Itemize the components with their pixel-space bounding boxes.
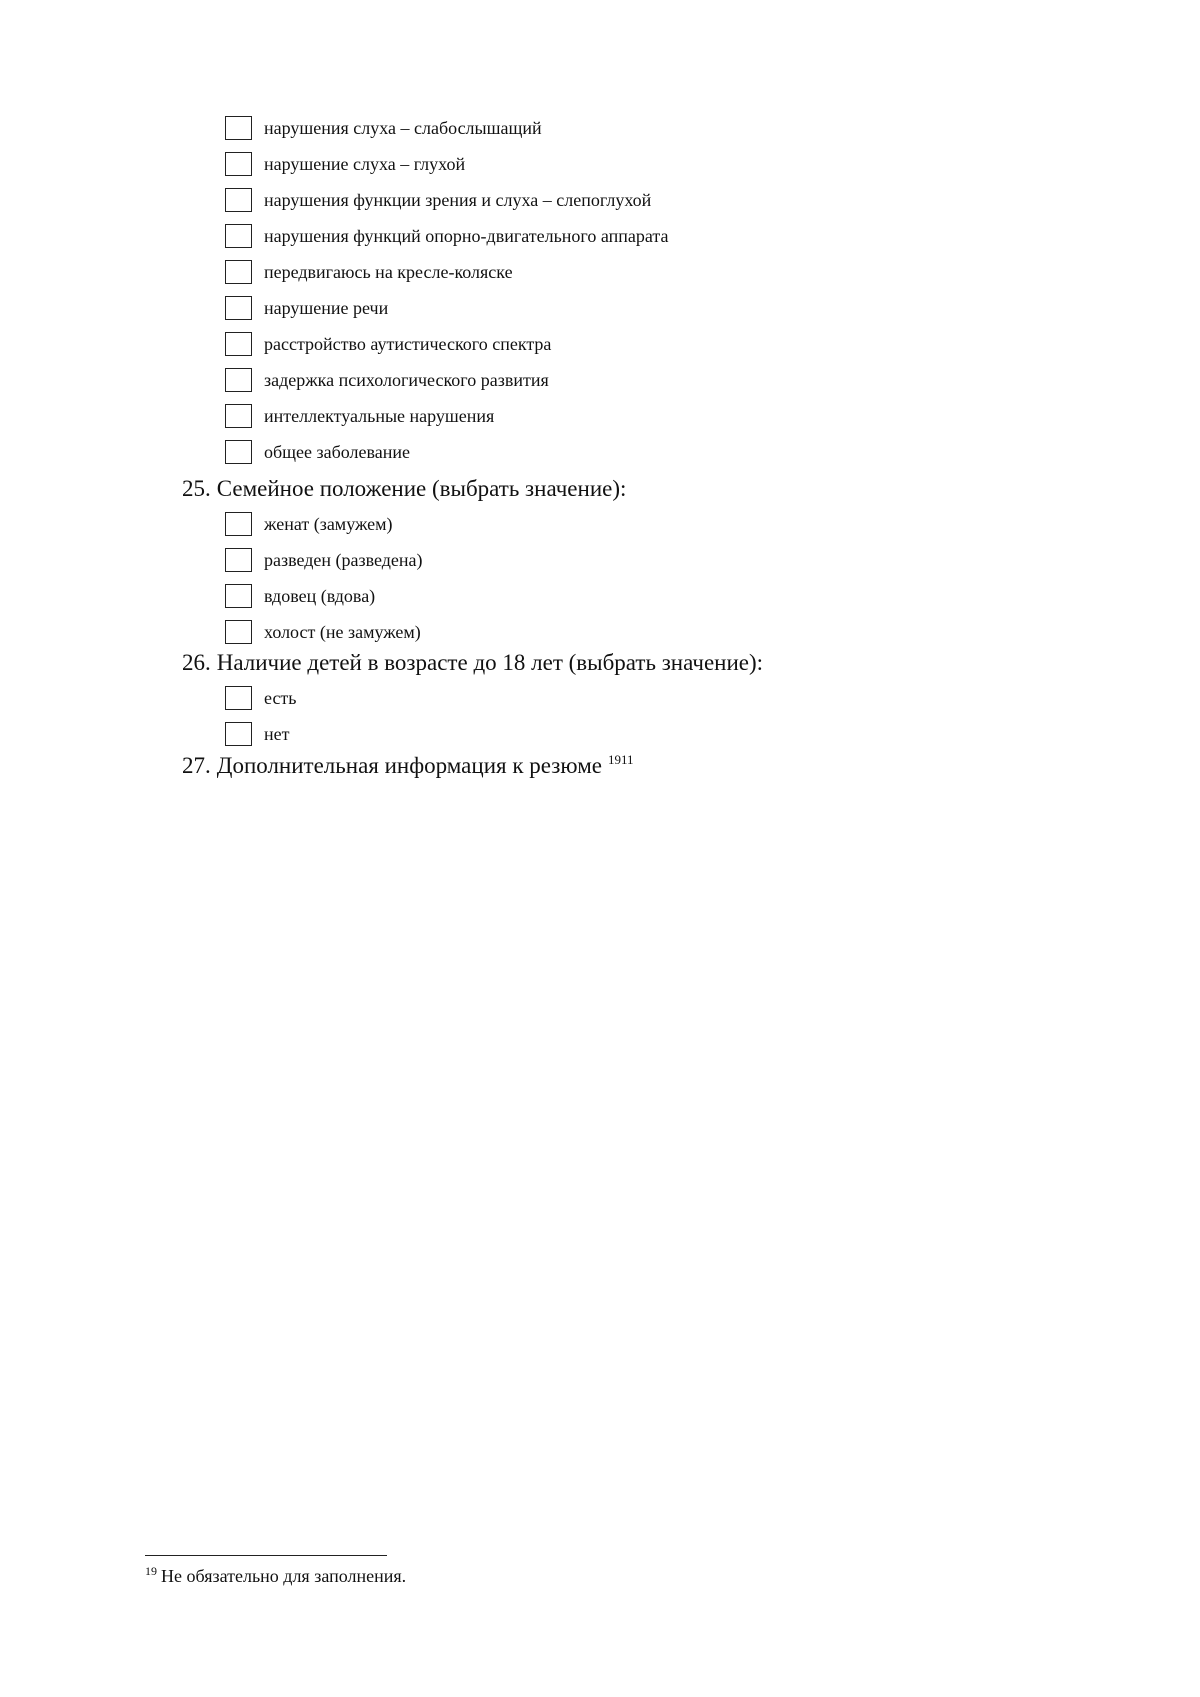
option-married <box>225 506 423 542</box>
footnote-text: Не обязательно для заполнения. <box>161 1566 407 1586</box>
option-label: нет <box>264 724 290 744</box>
option-speech <box>225 290 668 326</box>
option-label: вдовец (вдова) <box>264 586 376 606</box>
disability-options <box>225 110 668 470</box>
option-label: передвигаюсь на кресле-коляске <box>264 262 513 282</box>
option-hearing-weak <box>225 110 668 146</box>
checkbox[interactable] <box>225 686 252 710</box>
checkbox[interactable] <box>225 440 252 464</box>
checkbox[interactable] <box>225 296 252 320</box>
question-number: 26. <box>182 650 211 675</box>
option-autism <box>225 326 668 362</box>
option-label: женат (замужем) <box>264 514 393 534</box>
option-label: холост (не замужем) <box>264 622 421 642</box>
option-yes <box>225 680 297 716</box>
option-widowed <box>225 578 423 614</box>
option-label: нарушение слуха – глухой <box>264 154 466 174</box>
option-label: расстройство аутистического спектра <box>264 334 552 354</box>
question-27-title <box>182 753 634 779</box>
option-label: нарушения функции зрения и слуха – слепоглухой <box>264 190 652 210</box>
footnote <box>145 1565 406 1587</box>
option-developmental-delay <box>225 362 668 398</box>
checkbox[interactable] <box>225 224 252 248</box>
checkbox[interactable] <box>225 152 252 176</box>
option-label: задержка психологического развития <box>264 370 549 390</box>
option-no <box>225 716 297 752</box>
option-deafblind <box>225 182 668 218</box>
option-label: интеллектуальные нарушения <box>264 406 495 426</box>
option-musculoskeletal <box>225 218 668 254</box>
question-number: 25. <box>182 476 211 501</box>
marital-status-options <box>225 506 423 650</box>
checkbox[interactable] <box>225 404 252 428</box>
checkbox[interactable] <box>225 584 252 608</box>
checkbox[interactable] <box>225 512 252 536</box>
option-label: нарушения слуха – слабослышащий <box>264 118 542 138</box>
question-25-title <box>182 476 626 502</box>
option-label: нарушения функций опорно-двигательного аппарата <box>264 226 669 246</box>
option-wheelchair <box>225 254 668 290</box>
footnote-mark: 19 <box>145 1564 157 1578</box>
footnote-reference[interactable]: 1911 <box>607 752 634 768</box>
option-label: разведен (разведена) <box>264 550 423 570</box>
checkbox[interactable] <box>225 548 252 572</box>
question-26-title <box>182 650 763 676</box>
option-hearing-deaf <box>225 146 668 182</box>
checkbox[interactable] <box>225 368 252 392</box>
option-general-illness <box>225 434 668 470</box>
checkbox[interactable] <box>225 722 252 746</box>
option-divorced <box>225 542 423 578</box>
checkbox[interactable] <box>225 620 252 644</box>
question-text: Наличие детей в возрасте до 18 лет (выбрать значение): <box>216 650 764 675</box>
question-text: Семейное положение (выбрать значение): <box>216 476 627 501</box>
option-label: нарушение речи <box>264 298 389 318</box>
question-text: Дополнительная информация к резюме <box>216 753 602 778</box>
option-intellectual <box>225 398 668 434</box>
children-options <box>225 680 297 752</box>
checkbox[interactable] <box>225 332 252 356</box>
checkbox[interactable] <box>225 116 252 140</box>
option-label: есть <box>264 688 297 708</box>
checkbox[interactable] <box>225 260 252 284</box>
option-label: общее заболевание <box>264 442 410 462</box>
question-number: 27. <box>182 753 211 778</box>
checkbox[interactable] <box>225 188 252 212</box>
option-single <box>225 614 423 650</box>
footnote-divider <box>145 1555 387 1556</box>
